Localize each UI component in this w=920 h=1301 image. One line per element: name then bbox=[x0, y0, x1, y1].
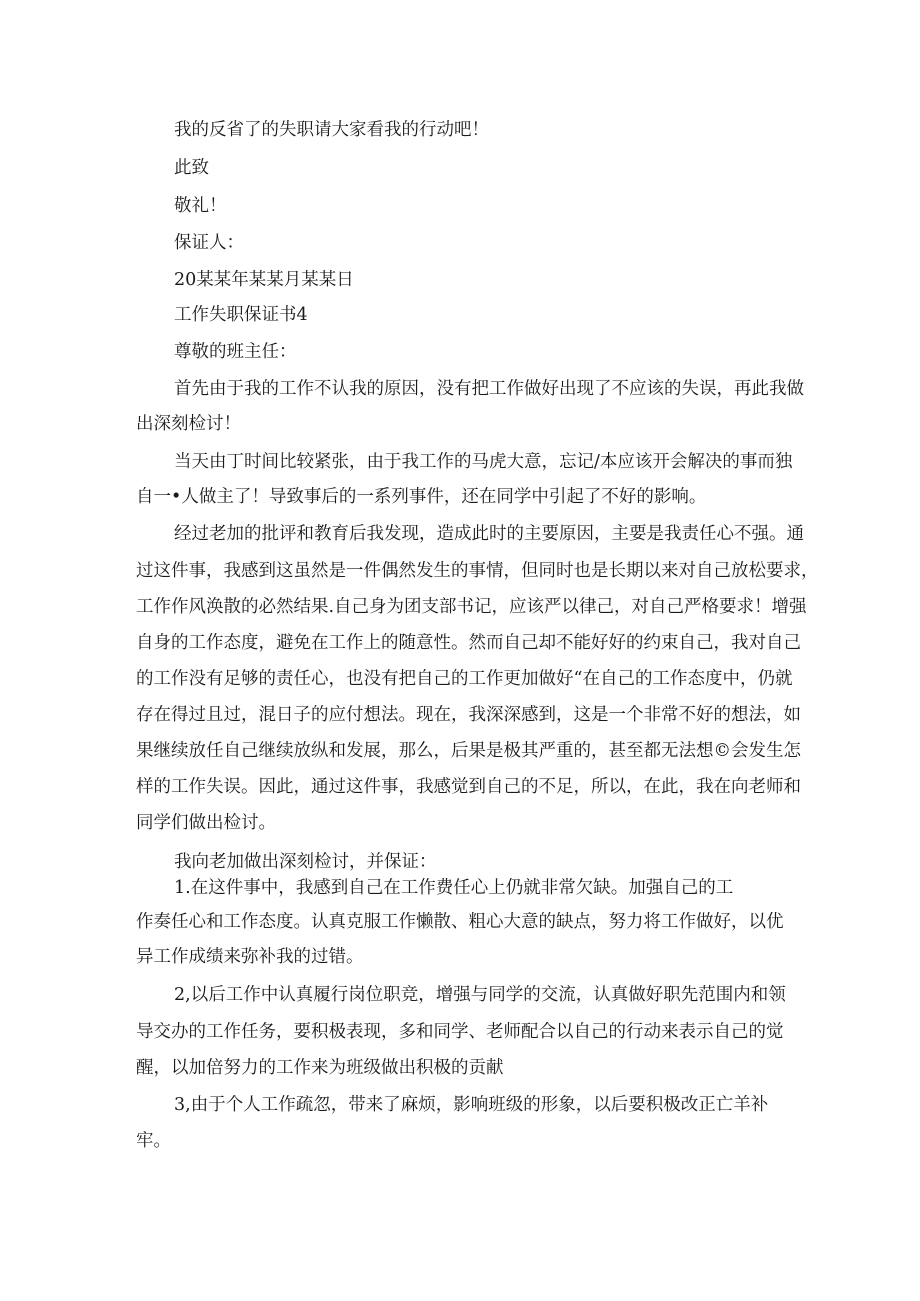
paragraph-line: 样的工作失误。因此，通过这件事，我感觉到自己的不足，所以，在此，我在向老师和 bbox=[136, 777, 801, 797]
pledge-item-2-cont: 导交办的工作任务，要积极表现，多和同学、老师配合以自己的行动来表示自己的觉 bbox=[136, 1022, 784, 1042]
paragraph-line: 经过老加的批评和教育后我发现，造成此时的主要原因，主要是我责任心不强。通 bbox=[174, 524, 804, 544]
pledge-item-1-cont: 异工作成绩来弥补我的过错。 bbox=[136, 947, 364, 967]
paragraph-line: 存在得过且过，混日子的应付想法。现在，我深深感到，这是一个非常不好的想法，如 bbox=[136, 705, 801, 725]
section-title: 工作失职保证书4 bbox=[174, 305, 308, 325]
paragraph-line: 自一•人做主了！导致事后的一系列事件，还在同学中引起了不好的影响。 bbox=[136, 487, 707, 507]
paragraph-line: 同学们做出检讨。 bbox=[136, 813, 276, 833]
pledge-item-2: 2,以后工作中认真履行岗位职竞，增强与同学的交流，认真做好职先范围内和领 bbox=[174, 985, 786, 1005]
paragraph-line: 首先由于我的工作不认我的原因，没有把工作做好出现了不应该的失误，再此我做 bbox=[174, 379, 804, 399]
paragraph-line: 当天由丁时间比较紧张，由于我工作的马虎大意，忘记/本应该开会解决的事而独 bbox=[174, 452, 793, 472]
closing-statement: 我的反省了的失职请大家看我的行动吧！ bbox=[174, 120, 489, 140]
paragraph-line: 的工作没有足够的责任心，也没有把自己的工作更加做好“在自己的工作态度中，仍就 bbox=[136, 669, 793, 689]
closing-jingli: 敬礼！ bbox=[174, 196, 227, 216]
paragraph-line: 出深刻检讨！ bbox=[136, 414, 241, 434]
pledge-item-1: 1.在这件事中，我感到自己在工作费任心上仍就非常欠缺。加强自己的工 bbox=[174, 878, 734, 898]
pledge-item-1-cont: 作奏任心和工作态度。认真克服工作懒散、粗心大意的缺点，努力将工作做好，以优 bbox=[136, 912, 784, 932]
pledge-item-3: 3,由于个人工作疏忽，带来了麻烦，影响班级的形象，以后要积极改正亡羊补 bbox=[174, 1095, 769, 1115]
paragraph-line: 自身的工作态度，避免在工作上的随意性。然而自己却不能好好的约束自己，我对自己 bbox=[136, 633, 801, 653]
closing-cizhi: 此致 bbox=[174, 158, 209, 178]
salutation: 尊敬的班主任： bbox=[174, 342, 297, 362]
paragraph-line: 工作作风涣散的必然结果.自己身为团支部书记，应该严以律己，对自己严格要求！增强 bbox=[136, 597, 807, 617]
paragraph-line: 果继续放任自己继续放纵和发展，那么，后果是极其严重的，甚至都无法想©会发生怎 bbox=[136, 741, 801, 761]
date-line: 20某某年某某月某某日 bbox=[174, 270, 354, 290]
paragraph-line: 过这件事，我感到这虽然是一件偶然发生的事情，但同时也是长期以来对自己放松要求， bbox=[136, 561, 819, 581]
pledge-item-3-cont: 牢。 bbox=[136, 1131, 171, 1151]
pledge-item-2-cont: 醒，以加倍努力的工作来为班级做出积极的贡献 bbox=[136, 1058, 504, 1078]
pledge-intro: 我向老加做出深刻检讨，并保证： bbox=[174, 852, 437, 872]
guarantor-label: 保证人： bbox=[174, 233, 244, 253]
